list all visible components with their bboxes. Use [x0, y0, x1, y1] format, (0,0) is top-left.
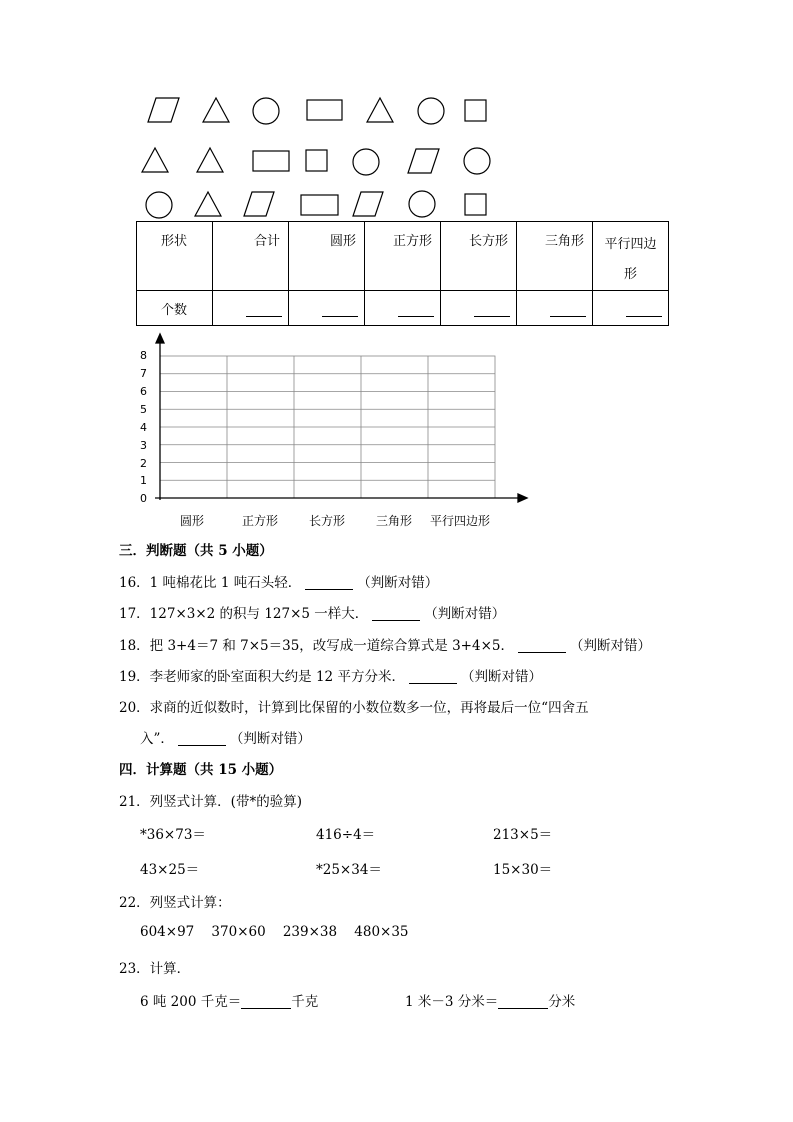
x-category-label: 平行四边形 — [430, 514, 491, 528]
count-label: 个数 — [161, 303, 188, 318]
y-tick-label: 5 — [140, 403, 147, 416]
y-tick-label: 0 — [140, 492, 147, 505]
y-tick-label: 6 — [140, 385, 147, 398]
y-axis-arrow — [156, 334, 164, 343]
shape-header-label: 形状 — [161, 234, 188, 249]
y-tick-label: 4 — [140, 421, 147, 434]
calc-item: *25×34＝ — [316, 862, 382, 878]
col-triangle: 三角形 — [544, 234, 584, 249]
col-parallelogram: 平行四边 形 — [604, 237, 657, 282]
x-category-label: 三角形 — [376, 514, 413, 528]
calc-item: 15×30＝ — [493, 862, 553, 878]
col-rectangle: 长方形 — [468, 234, 508, 249]
answer-blank[interactable] — [518, 638, 566, 653]
y-tick-label: 7 — [140, 367, 147, 380]
y-tick-label: 8 — [140, 349, 147, 362]
answer-blank[interactable] — [241, 994, 291, 1009]
question-16: 16．1 吨棉花比 1 吨石头轻． （判断对错） — [119, 575, 439, 591]
calc-item: *36×73＝ — [140, 827, 206, 843]
calc-item: 213×5＝ — [493, 827, 553, 843]
question-17: 17．127×3×2 的积与 127×5 一样大． （判断对错） — [119, 606, 506, 622]
answer-blank[interactable] — [409, 669, 457, 684]
col-circle: 圆形 — [329, 234, 356, 249]
y-tick-label: 2 — [140, 457, 147, 470]
calc-item: 43×25＝ — [140, 862, 200, 878]
question-23: 23．计算． — [119, 961, 191, 977]
calc-items-22: 604×97 370×60 239×38 480×35 — [140, 924, 409, 940]
question-20-continued: 入”． （判断对错） — [140, 731, 311, 747]
x-category-label: 圆形 — [180, 514, 205, 528]
col-square: 正方形 — [392, 234, 432, 249]
answer-blank[interactable] — [372, 606, 420, 621]
section-title: 四．计算题（共 15 小题） — [119, 762, 283, 778]
question-20: 20．求商的近似数时，计算到比保留的小数位数多一位，再将最后一位“四舍五 — [119, 700, 589, 716]
question-18: 18．把 3+4＝7 和 7×5＝35，改写成一道综合算式是 3+4×5． （判断对错） — [119, 638, 651, 654]
question-22: 22．列竖式计算： — [119, 895, 231, 911]
col-total: 合计 — [253, 234, 280, 249]
y-tick-label: 1 — [140, 474, 147, 487]
x-category-label: 正方形 — [242, 514, 279, 528]
x-category-label: 长方形 — [309, 514, 346, 528]
section-title: 三．判断题（共 5 小题） — [119, 543, 273, 559]
answer-blank[interactable] — [178, 731, 226, 746]
calc-item: 416÷4＝ — [316, 827, 376, 843]
answer-blank[interactable] — [498, 994, 548, 1009]
answer-blank[interactable] — [305, 575, 353, 590]
x-axis-arrow — [518, 494, 527, 502]
question-19: 19．李老师家的卧室面积大约是 12 平方分米． （判断对错） — [119, 669, 542, 685]
question-21: 21．列竖式计算．(带*的验算) — [119, 794, 302, 810]
bar-chart-grid — [0, 0, 793, 540]
conversion-item: 6 吨 200 千克＝ 千克 — [140, 994, 319, 1010]
conversion-item: 1 米－3 分米＝ 分米 — [405, 994, 576, 1010]
y-tick-label: 3 — [140, 439, 147, 452]
